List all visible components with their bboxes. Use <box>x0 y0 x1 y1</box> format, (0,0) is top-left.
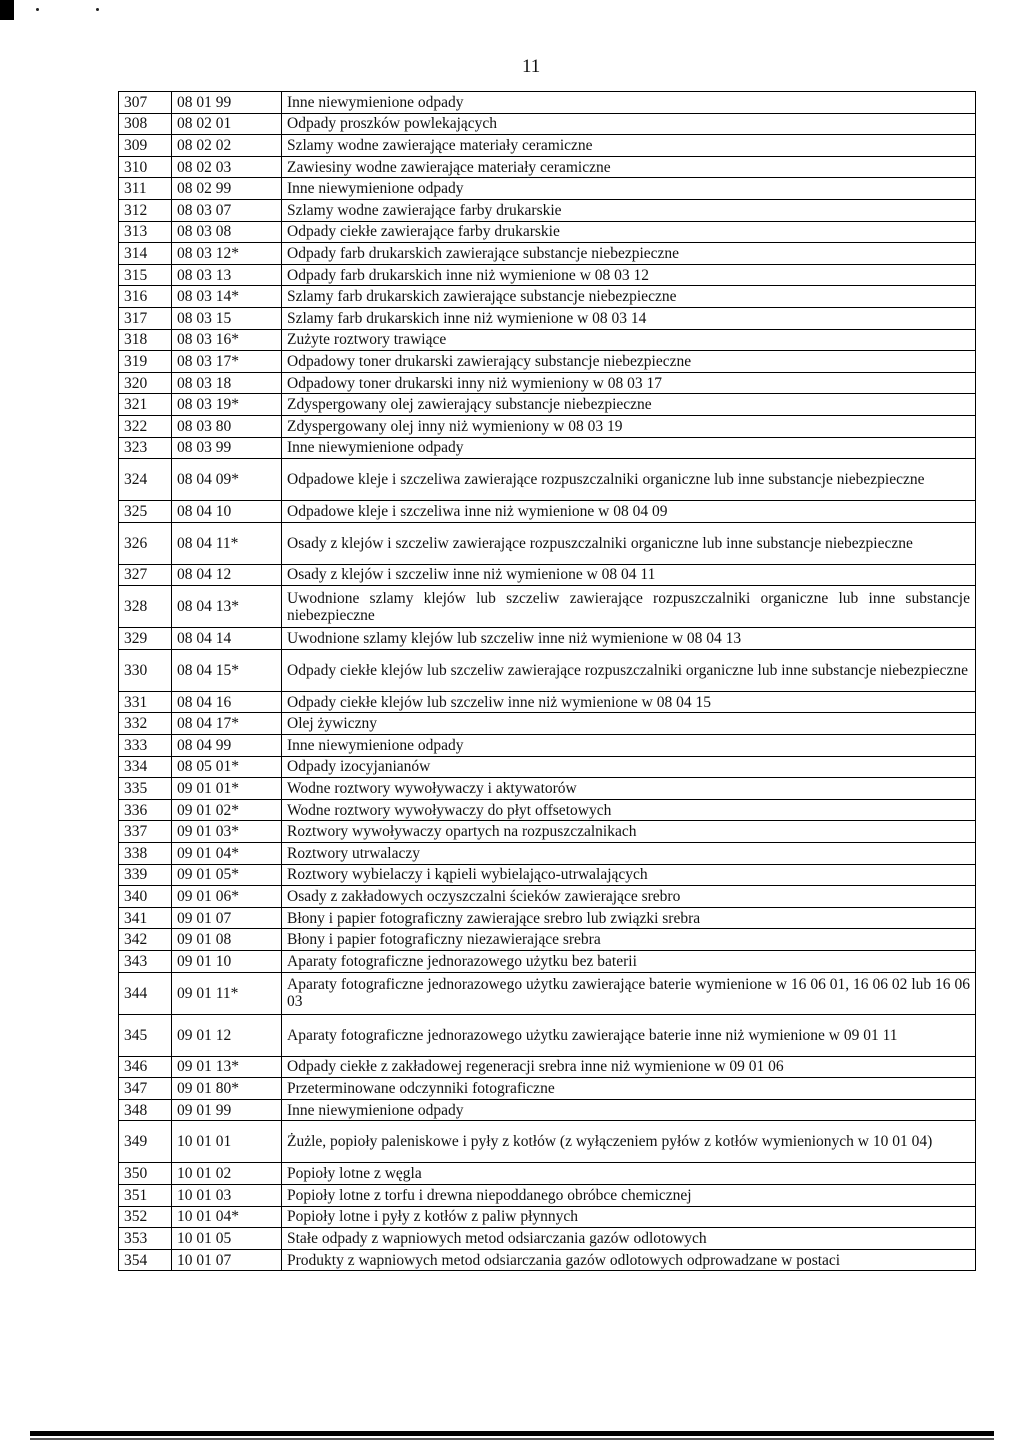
table-row <box>119 649 976 691</box>
table-row <box>119 1121 976 1163</box>
waste-code-cell: 09 01 02* <box>172 799 282 821</box>
row-number-cell: 334 <box>119 756 172 778</box>
waste-description-cell: Odpady ciekłe klejów lub szczeliw inne niż wymienione w 08 04 15 <box>282 691 976 713</box>
waste-code-cell: 08 04 16 <box>172 691 282 713</box>
waste-description-cell: Odpadowy toner drukarski zawierający substancje niebezpieczne <box>282 351 976 373</box>
table-row <box>119 1056 976 1078</box>
row-number-cell: 317 <box>119 307 172 329</box>
waste-description-cell: Odpady proszków powlekających <box>282 113 976 135</box>
waste-code-cell: 08 03 08 <box>172 221 282 243</box>
waste-code-cell: 08 02 99 <box>172 178 282 200</box>
waste-description-cell: Inne niewymienione odpady <box>282 735 976 757</box>
waste-code-cell: 09 01 11* <box>172 972 282 1014</box>
table-row <box>119 628 976 650</box>
waste-code-cell: 08 03 18 <box>172 372 282 394</box>
row-number-cell: 325 <box>119 501 172 523</box>
row-number-cell: 310 <box>119 156 172 178</box>
waste-code-cell: 09 01 13* <box>172 1056 282 1078</box>
waste-description-cell: Popioły lotne i pyły z kotłów z paliw płynnych <box>282 1206 976 1228</box>
waste-code-cell: 08 04 10 <box>172 501 282 523</box>
row-number-cell: 321 <box>119 394 172 416</box>
row-number-cell: 347 <box>119 1078 172 1100</box>
row-number-cell: 348 <box>119 1099 172 1121</box>
row-number-cell: 349 <box>119 1121 172 1163</box>
waste-code-cell: 08 03 16* <box>172 329 282 351</box>
waste-code-cell: 10 01 03 <box>172 1184 282 1206</box>
waste-description-cell: Odpady ciekłe zawierające farby drukarskie <box>282 221 976 243</box>
waste-description-cell: Inne niewymienione odpady <box>282 178 976 200</box>
waste-code-cell: 08 04 13* <box>172 586 282 628</box>
row-number-cell: 345 <box>119 1014 172 1056</box>
waste-description-cell: Zdyspergowany olej zawierający substancje niebezpieczne <box>282 394 976 416</box>
waste-description-cell: Stałe odpady z wapniowych metod odsiarczania gazów odlotowych <box>282 1228 976 1250</box>
waste-description-cell: Żużle, popioły paleniskowe i pyły z kotłów (z wyłączeniem pyłów z kotłów wymienionych w 10 01 04) <box>282 1121 976 1163</box>
table-row <box>119 178 976 200</box>
page-number: 11 <box>522 56 541 77</box>
table-row <box>119 929 976 951</box>
row-number-cell: 328 <box>119 586 172 628</box>
waste-code-cell: 09 01 06* <box>172 886 282 908</box>
waste-description-cell: Popioły lotne z torfu i drewna niepoddanego obróbce chemicznej <box>282 1184 976 1206</box>
waste-code-cell: 08 02 03 <box>172 156 282 178</box>
table-row <box>119 1014 976 1056</box>
waste-description-cell: Inne niewymienione odpady <box>282 437 976 459</box>
table-row <box>119 778 976 800</box>
bottom-rule <box>30 1431 994 1436</box>
row-number-cell: 333 <box>119 735 172 757</box>
table-row <box>119 351 976 373</box>
table-row <box>119 564 976 586</box>
row-number-cell: 311 <box>119 178 172 200</box>
table-row <box>119 415 976 437</box>
table-row <box>119 329 976 351</box>
row-number-cell: 343 <box>119 951 172 973</box>
table-row <box>119 843 976 865</box>
row-number-cell: 313 <box>119 221 172 243</box>
row-number-cell: 336 <box>119 799 172 821</box>
table-row <box>119 1184 976 1206</box>
table-row <box>119 907 976 929</box>
bottom-rule-shadow <box>30 1438 994 1440</box>
waste-code-cell: 08 03 80 <box>172 415 282 437</box>
row-number-cell: 335 <box>119 778 172 800</box>
row-number-cell: 342 <box>119 929 172 951</box>
table-row <box>119 799 976 821</box>
waste-code-cell: 08 03 17* <box>172 351 282 373</box>
scan-speck <box>36 8 39 11</box>
waste-description-cell: Odpady ciekłe z zakładowej regeneracji srebra inne niż wymienione w 09 01 06 <box>282 1056 976 1078</box>
waste-code-cell: 08 04 99 <box>172 735 282 757</box>
table-row <box>119 864 976 886</box>
row-number-cell: 352 <box>119 1206 172 1228</box>
row-number-cell: 341 <box>119 907 172 929</box>
waste-code-cell: 08 04 14 <box>172 628 282 650</box>
table-row <box>119 264 976 286</box>
table-row <box>119 437 976 459</box>
waste-description-cell: Przeterminowane odczynniki fotograficzne <box>282 1078 976 1100</box>
waste-code-cell: 09 01 01* <box>172 778 282 800</box>
waste-code-cell: 09 01 05* <box>172 864 282 886</box>
waste-code-cell: 08 02 02 <box>172 135 282 157</box>
waste-code-cell: 09 01 10 <box>172 951 282 973</box>
waste-code-cell: 09 01 04* <box>172 843 282 865</box>
row-number-cell: 314 <box>119 243 172 265</box>
waste-description-cell: Odpadowy toner drukarski inny niż wymieniony w 08 03 17 <box>282 372 976 394</box>
waste-code-cell: 09 01 08 <box>172 929 282 951</box>
table-row <box>119 1099 976 1121</box>
waste-code-cell: 08 03 19* <box>172 394 282 416</box>
row-number-cell: 327 <box>119 564 172 586</box>
row-number-cell: 320 <box>119 372 172 394</box>
table-row <box>119 886 976 908</box>
table-row <box>119 713 976 735</box>
waste-code-cell: 09 01 07 <box>172 907 282 929</box>
waste-code-cell: 08 02 01 <box>172 113 282 135</box>
waste-description-cell: Odpady izocyjanianów <box>282 756 976 778</box>
table-row <box>119 501 976 523</box>
waste-code-cell: 08 03 07 <box>172 199 282 221</box>
row-number-cell: 322 <box>119 415 172 437</box>
row-number-cell: 309 <box>119 135 172 157</box>
waste-description-cell: Odpady farb drukarskich zawierające substancje niebezpieczne <box>282 243 976 265</box>
waste-code-table <box>118 91 976 1271</box>
table-row <box>119 243 976 265</box>
row-number-cell: 331 <box>119 691 172 713</box>
table-row <box>119 1163 976 1185</box>
table-row <box>119 1228 976 1250</box>
table-row <box>119 756 976 778</box>
waste-description-cell: Błony i papier fotograficzny zawierające srebro lub związki srebra <box>282 907 976 929</box>
row-number-cell: 307 <box>119 92 172 114</box>
table-row <box>119 113 976 135</box>
waste-description-cell: Uwodnione szlamy klejów lub szczeliw zawierające rozpuszczalniki organiczne lub inne substancje niebezpieczne <box>282 586 976 628</box>
waste-code-cell: 08 04 09* <box>172 459 282 501</box>
row-number-cell: 319 <box>119 351 172 373</box>
table-row <box>119 286 976 308</box>
waste-code-cell: 08 03 13 <box>172 264 282 286</box>
waste-code-cell: 09 01 12 <box>172 1014 282 1056</box>
waste-description-cell: Szlamy wodne zawierające farby drukarskie <box>282 199 976 221</box>
row-number-cell: 350 <box>119 1163 172 1185</box>
table-row <box>119 221 976 243</box>
waste-description-cell: Olej żywiczny <box>282 713 976 735</box>
waste-description-cell: Wodne roztwory wywoływaczy i aktywatorów <box>282 778 976 800</box>
row-number-cell: 315 <box>119 264 172 286</box>
table-row <box>119 394 976 416</box>
table-row <box>119 1206 976 1228</box>
waste-code-cell: 08 03 99 <box>172 437 282 459</box>
row-number-cell: 324 <box>119 459 172 501</box>
table-row <box>119 951 976 973</box>
scan-corner-mark <box>0 0 14 20</box>
waste-description-cell: Roztwory utrwalaczy <box>282 843 976 865</box>
table-row <box>119 307 976 329</box>
waste-description-cell: Błony i papier fotograficzny niezawierające srebra <box>282 929 976 951</box>
waste-code-cell: 10 01 01 <box>172 1121 282 1163</box>
row-number-cell: 344 <box>119 972 172 1014</box>
waste-code-cell: 10 01 02 <box>172 1163 282 1185</box>
waste-description-cell: Inne niewymienione odpady <box>282 92 976 114</box>
waste-code-cell: 08 01 99 <box>172 92 282 114</box>
row-number-cell: 330 <box>119 649 172 691</box>
row-number-cell: 316 <box>119 286 172 308</box>
table-row <box>119 1078 976 1100</box>
waste-code-cell: 10 01 07 <box>172 1249 282 1271</box>
row-number-cell: 346 <box>119 1056 172 1078</box>
table-row <box>119 92 976 114</box>
scan-speck <box>96 8 99 11</box>
waste-description-cell: Odpady farb drukarskich inne niż wymienione w 08 03 12 <box>282 264 976 286</box>
row-number-cell: 332 <box>119 713 172 735</box>
table-row <box>119 735 976 757</box>
row-number-cell: 338 <box>119 843 172 865</box>
table-row <box>119 691 976 713</box>
row-number-cell: 329 <box>119 628 172 650</box>
row-number-cell: 308 <box>119 113 172 135</box>
waste-description-cell: Aparaty fotograficzne jednorazowego użytku bez baterii <box>282 951 976 973</box>
row-number-cell: 340 <box>119 886 172 908</box>
table-row <box>119 135 976 157</box>
waste-code-cell: 08 03 12* <box>172 243 282 265</box>
waste-description-cell: Zdyspergowany olej inny niż wymieniony w 08 03 19 <box>282 415 976 437</box>
waste-description-cell: Odpadowe kleje i szczeliwa inne niż wymienione w 08 04 09 <box>282 501 976 523</box>
waste-description-cell: Aparaty fotograficzne jednorazowego użytku zawierające baterie inne niż wymienione w 09 01 11 <box>282 1014 976 1056</box>
waste-code-cell: 09 01 03* <box>172 821 282 843</box>
row-number-cell: 339 <box>119 864 172 886</box>
waste-code-cell: 08 03 14* <box>172 286 282 308</box>
waste-description-cell: Inne niewymienione odpady <box>282 1099 976 1121</box>
waste-description-cell: Szlamy farb drukarskich inne niż wymienione w 08 03 14 <box>282 307 976 329</box>
waste-description-cell: Osady z zakładowych oczyszczalni ścieków zawierające srebro <box>282 886 976 908</box>
waste-code-cell: 08 03 15 <box>172 307 282 329</box>
table-row <box>119 459 976 501</box>
row-number-cell: 354 <box>119 1249 172 1271</box>
waste-code-cell: 10 01 05 <box>172 1228 282 1250</box>
row-number-cell: 337 <box>119 821 172 843</box>
row-number-cell: 353 <box>119 1228 172 1250</box>
row-number-cell: 312 <box>119 199 172 221</box>
table-row <box>119 199 976 221</box>
waste-description-cell: Odpadowe kleje i szczeliwa zawierające rozpuszczalniki organiczne lub inne substancje niebezpieczne <box>282 459 976 501</box>
waste-description-cell: Szlamy farb drukarskich zawierające substancje niebezpieczne <box>282 286 976 308</box>
waste-code-cell: 08 04 11* <box>172 522 282 564</box>
waste-description-cell: Szlamy wodne zawierające materiały ceramiczne <box>282 135 976 157</box>
waste-description-cell: Zużyte roztwory trawiące <box>282 329 976 351</box>
table-row <box>119 1249 976 1271</box>
waste-code-cell: 09 01 99 <box>172 1099 282 1121</box>
waste-code-cell: 08 04 15* <box>172 649 282 691</box>
waste-description-cell: Produkty z wapniowych metod odsiarczania gazów odlotowych odprowadzane w postaci <box>282 1249 976 1271</box>
waste-description-cell: Wodne roztwory wywoływaczy do płyt offsetowych <box>282 799 976 821</box>
waste-code-cell: 08 05 01* <box>172 756 282 778</box>
row-number-cell: 318 <box>119 329 172 351</box>
waste-code-cell: 08 04 17* <box>172 713 282 735</box>
table-row <box>119 972 976 1014</box>
waste-description-cell: Aparaty fotograficzne jednorazowego użytku zawierające baterie wymienione w 16 06 01, 16 06 02 lub 16 06 03 <box>282 972 976 1014</box>
row-number-cell: 323 <box>119 437 172 459</box>
waste-description-cell: Osady z klejów i szczeliw zawierające rozpuszczalniki organiczne lub inne substancje niebezpieczne <box>282 522 976 564</box>
table-row <box>119 156 976 178</box>
waste-code-cell: 10 01 04* <box>172 1206 282 1228</box>
row-number-cell: 351 <box>119 1184 172 1206</box>
waste-code-cell: 09 01 80* <box>172 1078 282 1100</box>
waste-description-cell: Odpady ciekłe klejów lub szczeliw zawierające rozpuszczalniki organiczne lub inne substancje niebezpieczne <box>282 649 976 691</box>
table-row <box>119 586 976 628</box>
row-number-cell: 326 <box>119 522 172 564</box>
waste-description-cell: Roztwory wywoływaczy opartych na rozpuszczalnikach <box>282 821 976 843</box>
waste-description-cell: Osady z klejów i szczeliw inne niż wymienione w 08 04 11 <box>282 564 976 586</box>
table-row <box>119 821 976 843</box>
waste-description-cell: Popioły lotne z węgla <box>282 1163 976 1185</box>
waste-table-body <box>119 92 976 1271</box>
table-row <box>119 522 976 564</box>
table-row <box>119 372 976 394</box>
waste-description-cell: Roztwory wybielaczy i kąpieli wybielająco-utrwalających <box>282 864 976 886</box>
waste-description-cell: Zawiesiny wodne zawierające materiały ceramiczne <box>282 156 976 178</box>
waste-description-cell: Uwodnione szlamy klejów lub szczeliw inne niż wymienione w 08 04 13 <box>282 628 976 650</box>
waste-code-cell: 08 04 12 <box>172 564 282 586</box>
